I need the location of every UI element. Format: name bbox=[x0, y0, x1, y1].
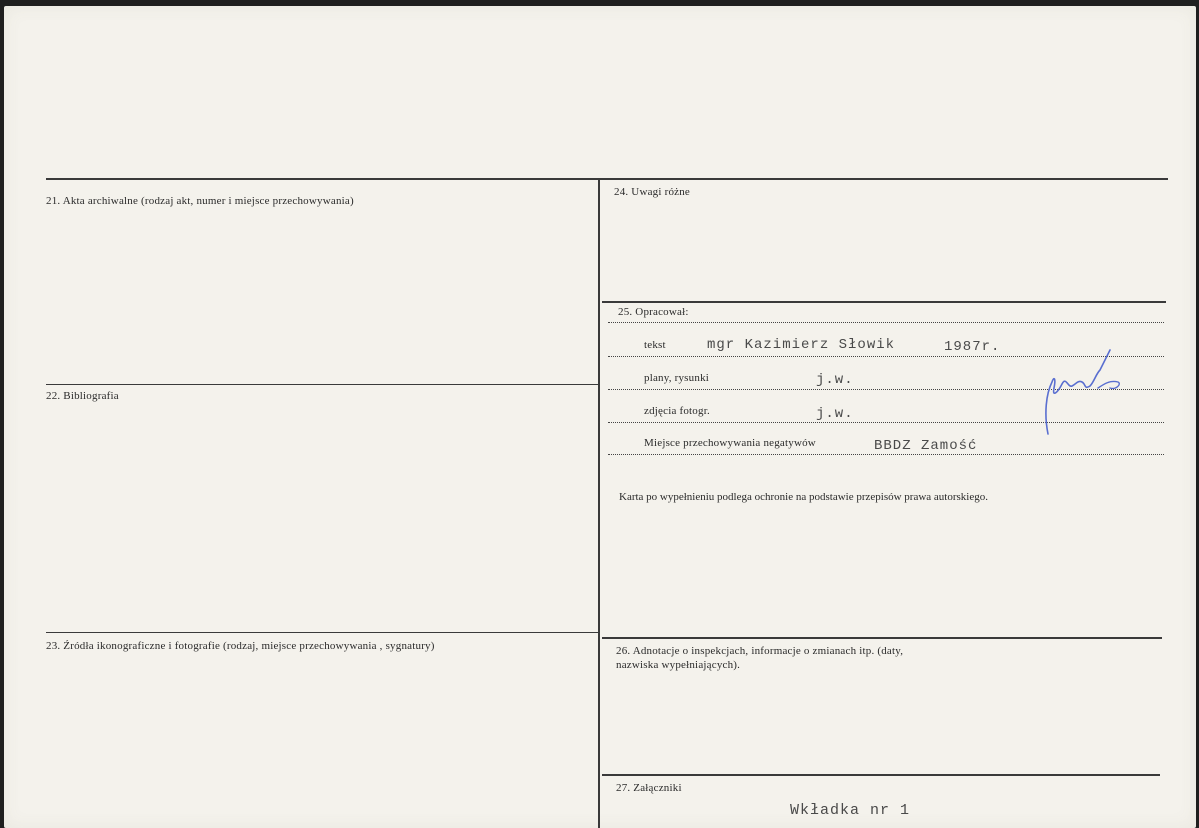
section-21-label: 21. Akta archiwalne (rodzaj akt, numer i miejsce przechowywania) bbox=[46, 195, 354, 207]
section-25-label: 25. Opracował: bbox=[618, 306, 689, 318]
negatywy-dotline bbox=[608, 454, 1164, 455]
right-rule-25 bbox=[602, 301, 1166, 303]
tekst-label: tekst bbox=[644, 339, 666, 351]
section-26-label-line1: 26. Adnotacje o inspekcjach, informacje o zmianach itp. (daty, bbox=[616, 645, 904, 657]
zalaczniki-value: Wkładka nr 1 bbox=[790, 802, 911, 819]
top-rule bbox=[46, 178, 1168, 180]
tekst-year: 1987r. bbox=[944, 339, 1001, 355]
right-rule-27 bbox=[602, 774, 1160, 776]
negatywy-value: BBDZ Zamość bbox=[874, 438, 978, 454]
opracowal-dotline bbox=[608, 322, 1164, 323]
section-22-label: 22. Bibliografia bbox=[46, 390, 119, 402]
section-23-label: 23. Źródła ikonograficzne i fotografie (rodzaj, miejsce przechowywania , sygnatury) bbox=[46, 640, 435, 652]
zdjecia-value: j.w. bbox=[816, 406, 854, 422]
heritage-record-card bbox=[4, 6, 1196, 828]
right-rule-26 bbox=[602, 637, 1162, 639]
handwritten-signature bbox=[1038, 344, 1128, 440]
copyright-note: Karta po wypełnieniu podlega ochronie na podstawie przepisów prawa autorskiego. bbox=[619, 491, 988, 503]
section-27-label: 27. Załączniki bbox=[616, 782, 682, 794]
negatywy-label: Miejsce przechowywania negatywów bbox=[644, 437, 816, 449]
tekst-value: mgr Kazimierz Słowik bbox=[707, 337, 896, 353]
section-26-label-line2: nazwiska wypełniających). bbox=[616, 659, 741, 671]
plany-value: j.w. bbox=[816, 372, 854, 388]
left-rule-23 bbox=[46, 632, 598, 633]
zdjecia-label: zdjęcia fotogr. bbox=[644, 405, 710, 417]
section-24-label: 24. Uwagi różne bbox=[614, 186, 691, 198]
left-rule-22 bbox=[46, 384, 598, 385]
plany-label: plany, rysunki bbox=[644, 372, 710, 384]
center-divider bbox=[598, 178, 600, 828]
